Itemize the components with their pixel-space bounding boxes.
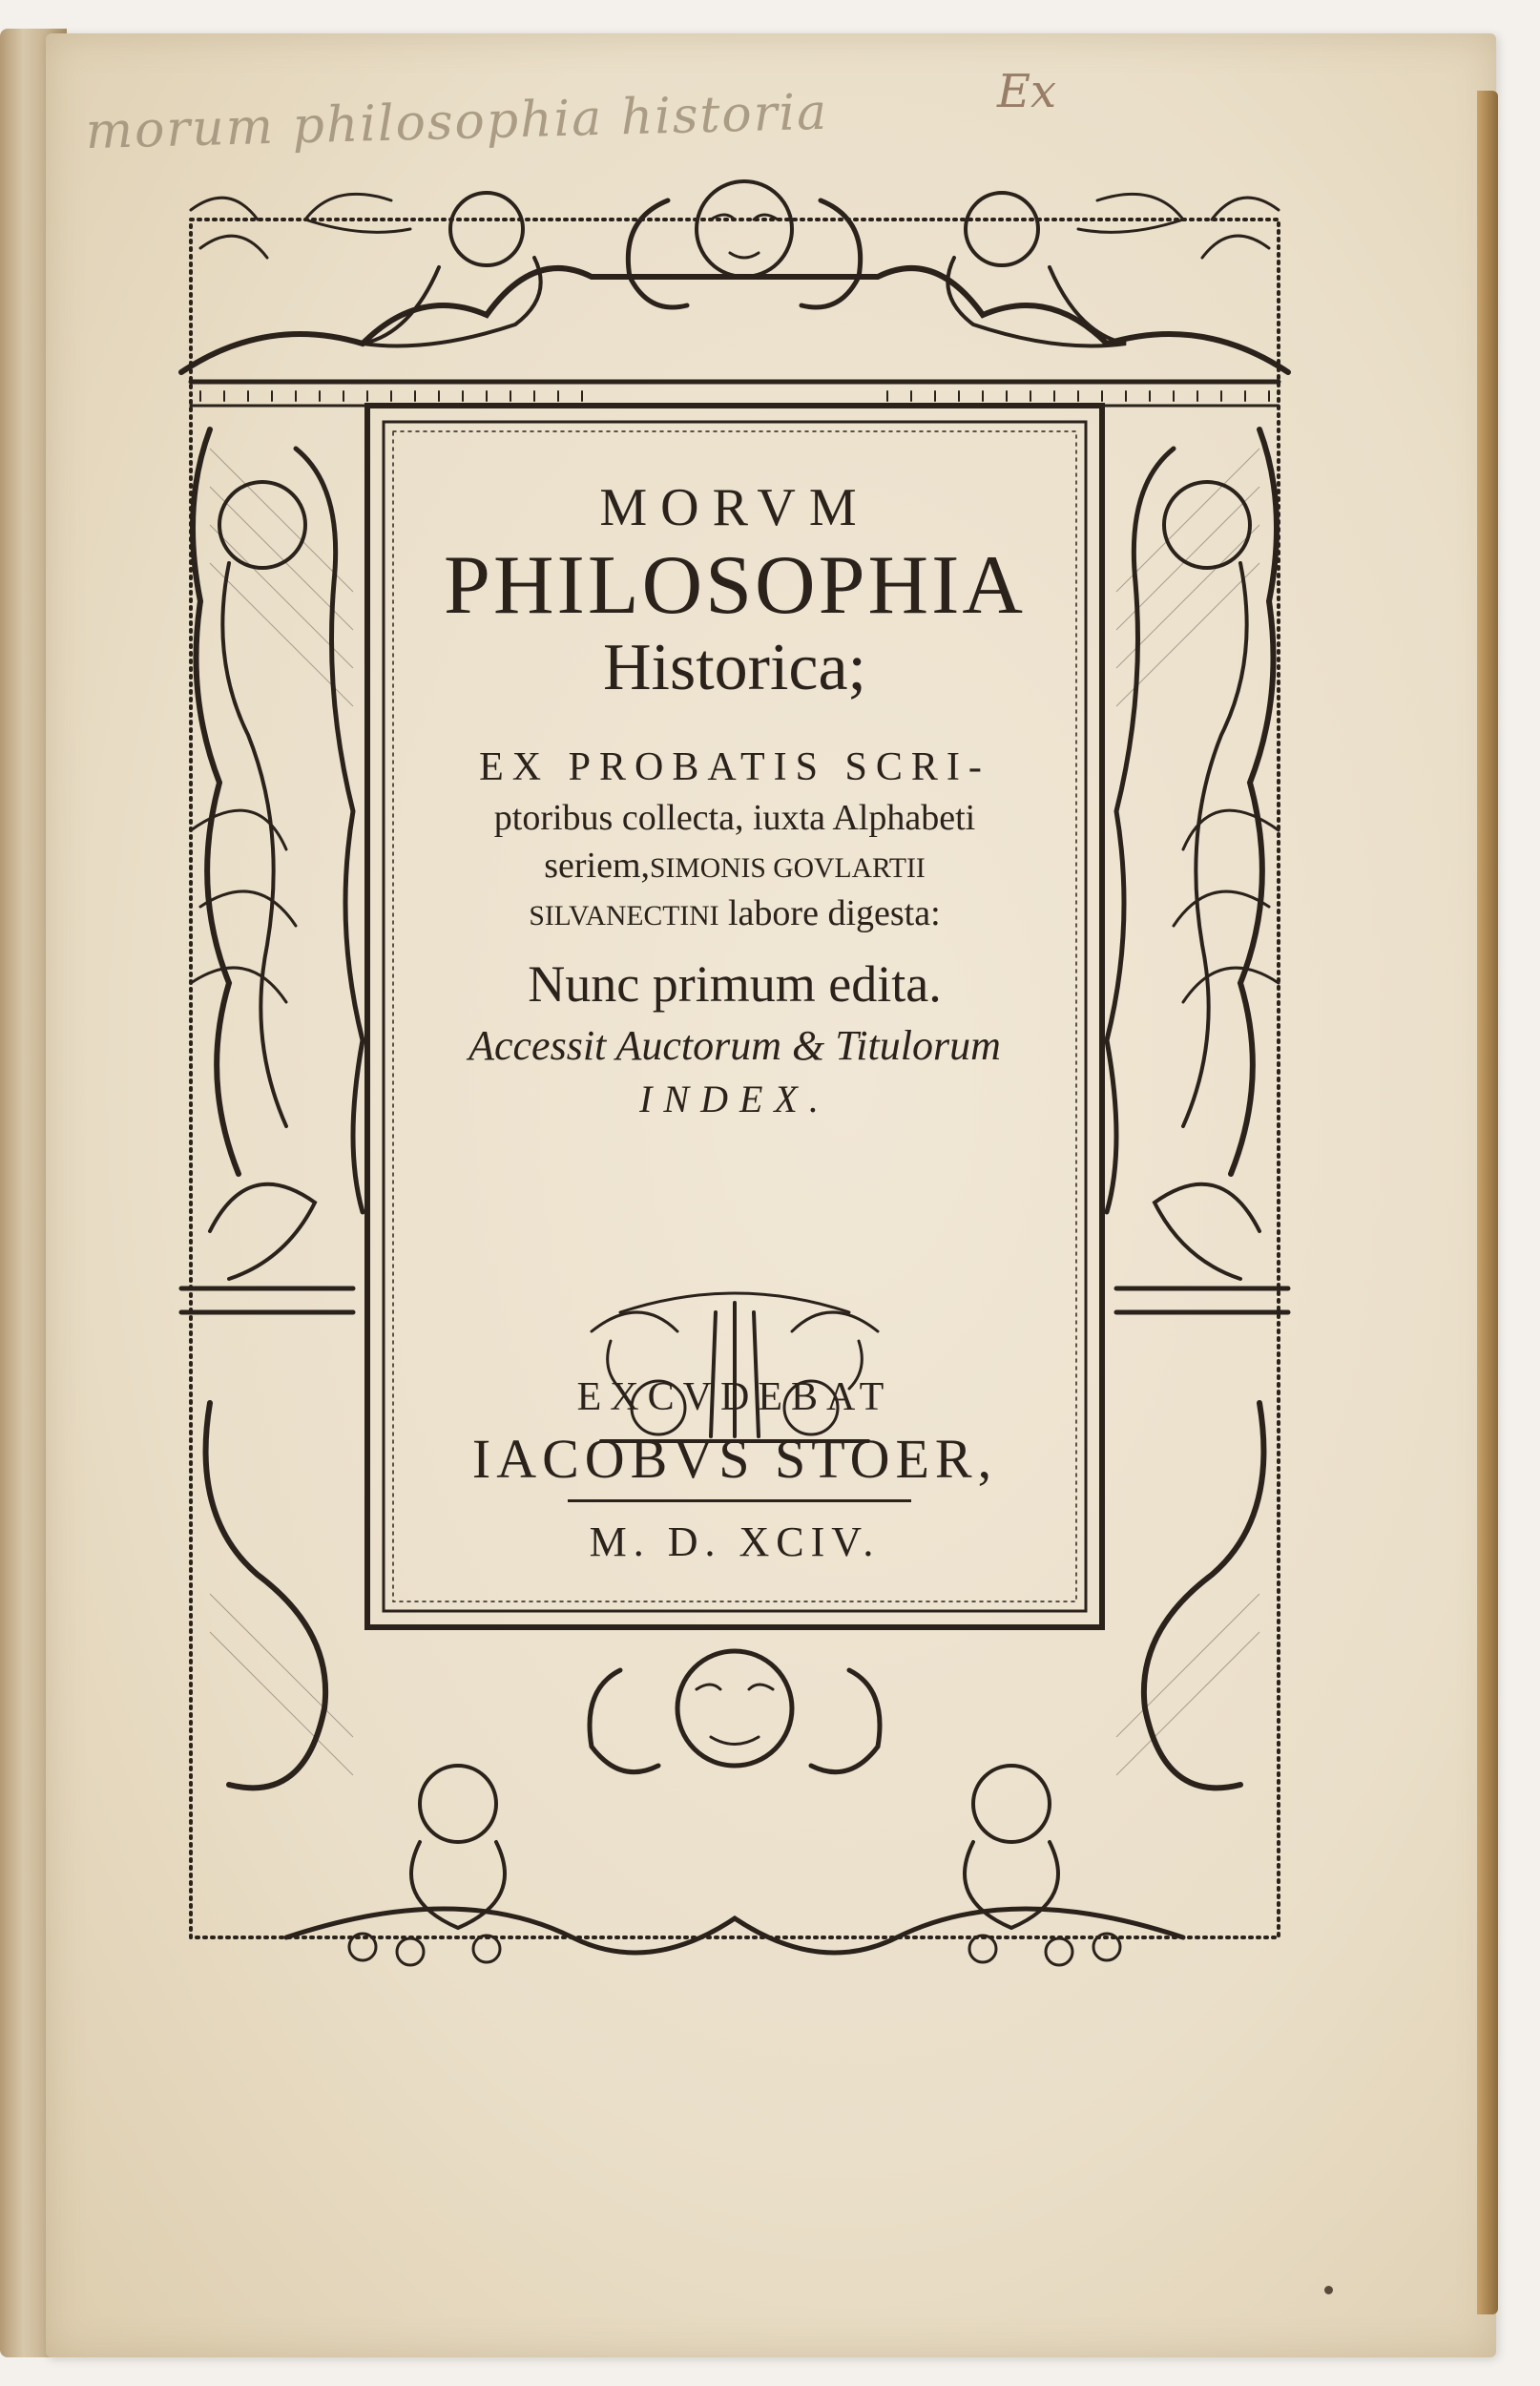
top-cherubs-ornament [181, 181, 1288, 406]
subtitle-line-4b: labore digesta: [718, 893, 941, 933]
edition-statement: Nunc primum edita. [528, 955, 942, 1013]
subtitle-line-1: EX PROBATIS SCRI- [479, 745, 990, 789]
title-text-block [382, 425, 1088, 1580]
title-line-historica: Historica; [602, 631, 867, 704]
right-herm-figure [1107, 429, 1279, 1279]
author-origin: SILVANECTINI [529, 901, 719, 931]
imprint-printer: IACOBVS STOER, [471, 1428, 998, 1490]
subtitle-line-3 [382, 845, 1088, 887]
imprint-rule [568, 1499, 911, 1502]
title-line-philosophia: PHILOSOPHIA [444, 539, 1026, 632]
left-herm-figure [191, 429, 363, 1279]
title-line-morum: MORVM [599, 478, 870, 537]
handwritten-shelfmark: Ex [997, 65, 1057, 118]
handwritten-provenance-note: morum philosophia historia [84, 83, 829, 161]
subtitle-line-4 [382, 892, 1088, 934]
imprint-date: M. D. XCIV. [589, 1518, 881, 1565]
index-word: INDEX. [639, 1078, 830, 1120]
fore-edge [1477, 91, 1498, 2314]
subtitle-line-2: ptoribus collecta, iuxta Alphabeti [493, 798, 976, 838]
subtitle-line-3a: seriem, [544, 846, 651, 886]
index-note: Accessit Auctorum & Titulorum [468, 1022, 1001, 1069]
imprint-excudebat: EXCVDEBAT [576, 1375, 893, 1419]
author-name: SIMONIS GOVLARTII [650, 853, 926, 884]
ink-spot [1324, 2286, 1333, 2294]
